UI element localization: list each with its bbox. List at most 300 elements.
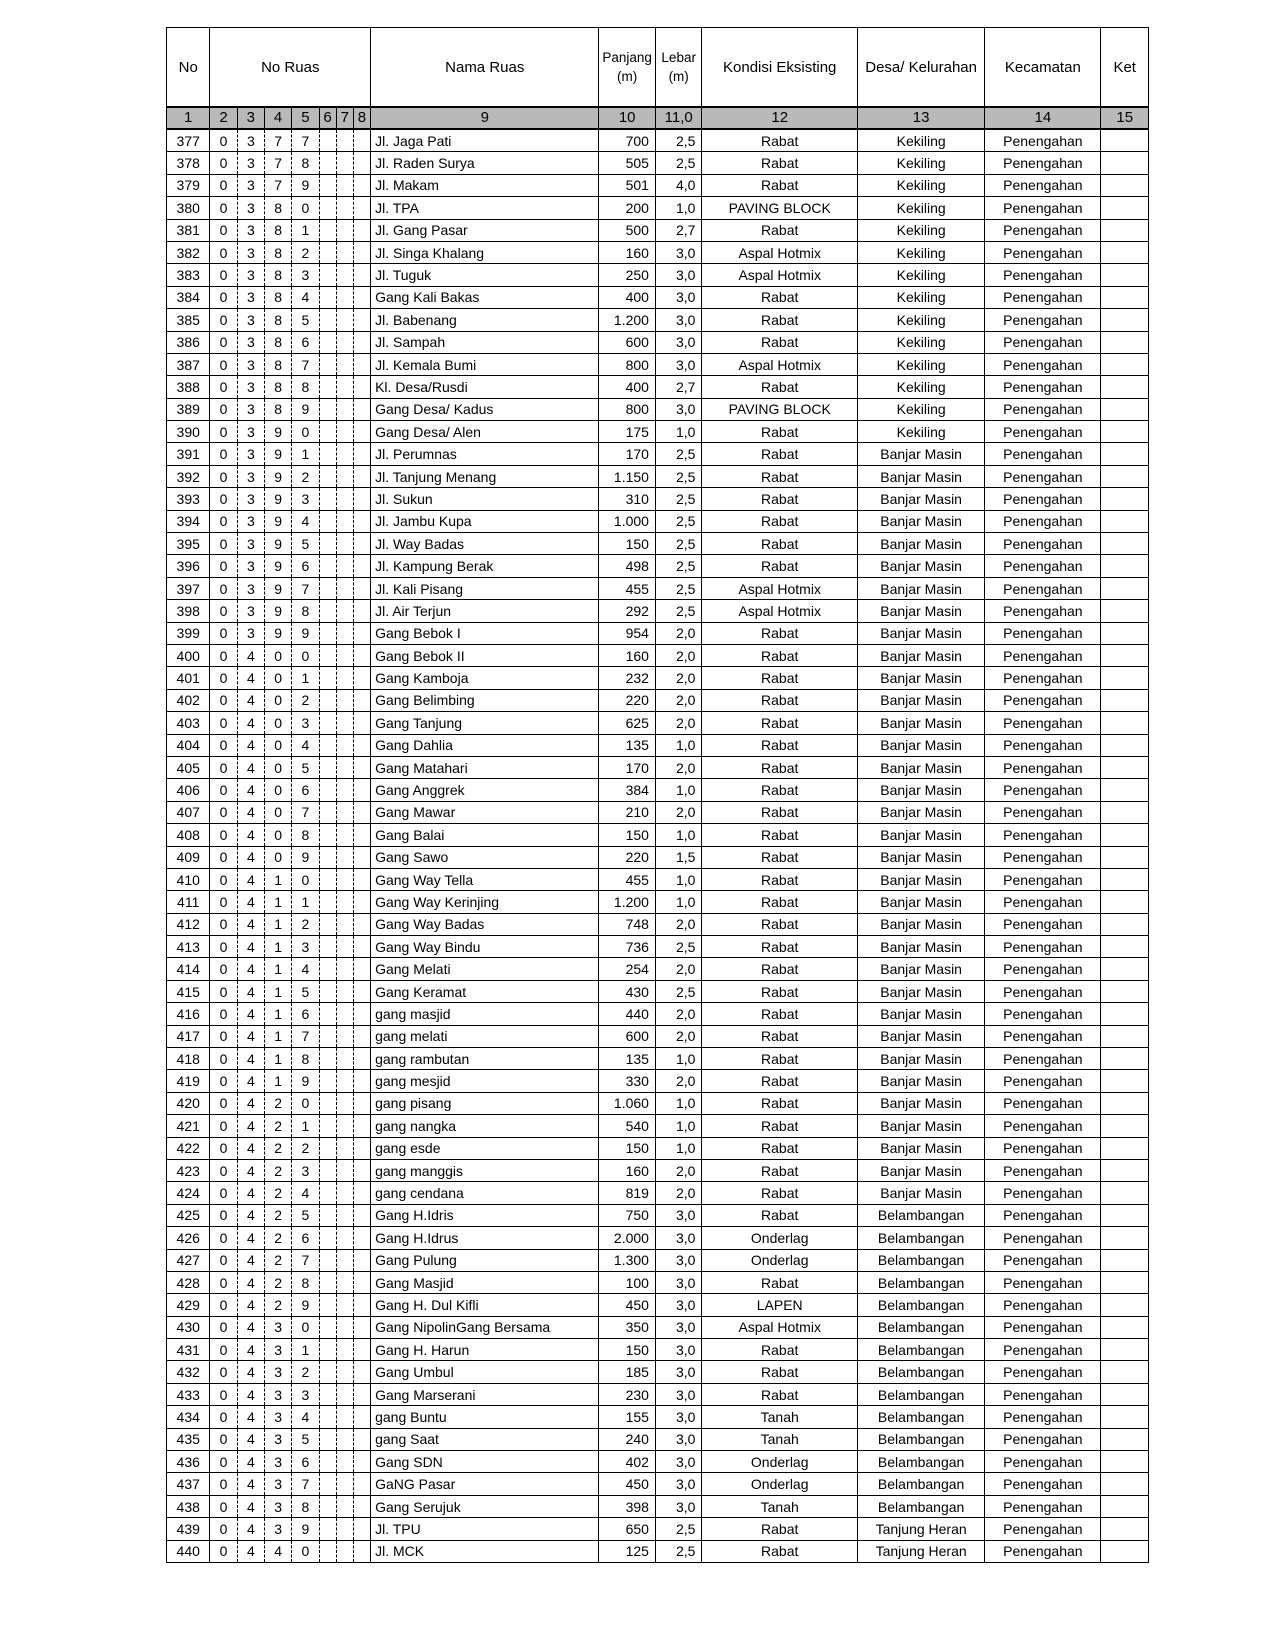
column-number: 11,0 <box>655 107 701 129</box>
remark <box>1101 891 1149 913</box>
ruas-digit: 4 <box>237 1182 264 1204</box>
remark <box>1101 868 1149 890</box>
road-length: 748 <box>599 913 656 935</box>
row-no: 411 <box>167 891 210 913</box>
road-length: 125 <box>599 1540 656 1562</box>
remark <box>1101 734 1149 756</box>
ruas-digit: 3 <box>264 1495 291 1517</box>
village: Banjar Masin <box>857 488 984 510</box>
road-length: 650 <box>599 1518 656 1540</box>
district: Penengahan <box>985 152 1101 174</box>
ruas-digit: 7 <box>292 1249 319 1271</box>
road-length: 185 <box>599 1361 656 1383</box>
road-length: 155 <box>599 1406 656 1428</box>
village: Banjar Masin <box>857 1115 984 1137</box>
ruas-digit: 9 <box>264 533 291 555</box>
ruas-digit-empty <box>319 510 336 532</box>
village: Banjar Masin <box>857 712 984 734</box>
ruas-digit: 0 <box>210 1070 237 1092</box>
ruas-digit-empty <box>319 264 336 286</box>
ruas-digit: 9 <box>264 510 291 532</box>
road-name: Jl. Babenang <box>371 309 599 331</box>
row-no: 407 <box>167 801 210 823</box>
table-row <box>167 712 1149 734</box>
ruas-digit: 5 <box>292 1204 319 1226</box>
road-name: gang rambutan <box>371 1048 599 1070</box>
road-condition: Rabat <box>702 1137 858 1159</box>
ruas-digit-empty <box>353 1339 370 1361</box>
ruas-digit-empty <box>336 1473 353 1495</box>
road-condition: Onderlag <box>702 1473 858 1495</box>
ruas-digit: 4 <box>237 801 264 823</box>
road-length: 398 <box>599 1495 656 1517</box>
ruas-digit: 4 <box>237 1383 264 1405</box>
table-row <box>167 1159 1149 1181</box>
village: Belambangan <box>857 1271 984 1293</box>
road-length: 254 <box>599 958 656 980</box>
road-length: 455 <box>599 577 656 599</box>
village: Banjar Masin <box>857 667 984 689</box>
road-width: 2,0 <box>655 801 701 823</box>
ruas-digit: 8 <box>264 331 291 353</box>
table-row <box>167 353 1149 375</box>
ruas-digit: 0 <box>210 936 237 958</box>
ruas-digit-empty <box>336 868 353 890</box>
table-row <box>167 756 1149 778</box>
row-no: 403 <box>167 712 210 734</box>
remark <box>1101 1540 1149 1562</box>
road-width: 3,0 <box>655 1316 701 1338</box>
remark <box>1101 129 1149 152</box>
ruas-digit: 8 <box>264 264 291 286</box>
district: Penengahan <box>985 443 1101 465</box>
row-no: 432 <box>167 1361 210 1383</box>
table-row <box>167 219 1149 241</box>
road-name: Gang Matahari <box>371 756 599 778</box>
ruas-digit: 4 <box>237 667 264 689</box>
remark <box>1101 667 1149 689</box>
ruas-digit: 4 <box>237 734 264 756</box>
district: Penengahan <box>985 1473 1101 1495</box>
village: Belambangan <box>857 1227 984 1249</box>
ruas-digit: 0 <box>210 443 237 465</box>
ruas-digit: 3 <box>237 600 264 622</box>
road-width: 2,5 <box>655 555 701 577</box>
ruas-digit: 0 <box>210 1048 237 1070</box>
village: Banjar Masin <box>857 1003 984 1025</box>
row-no: 393 <box>167 488 210 510</box>
village: Kekiling <box>857 241 984 263</box>
ruas-digit-empty <box>336 689 353 711</box>
column-number: 13 <box>857 107 984 129</box>
ruas-digit: 3 <box>237 555 264 577</box>
ruas-digit: 0 <box>210 1518 237 1540</box>
ruas-digit-empty <box>319 936 336 958</box>
row-no: 390 <box>167 421 210 443</box>
road-width: 4,0 <box>655 174 701 196</box>
ruas-digit: 0 <box>210 555 237 577</box>
row-no: 437 <box>167 1473 210 1495</box>
ruas-digit: 3 <box>264 1339 291 1361</box>
village: Belambangan <box>857 1495 984 1517</box>
ruas-digit-empty <box>353 1092 370 1114</box>
road-width: 1,0 <box>655 1092 701 1114</box>
row-no: 388 <box>167 376 210 398</box>
remark <box>1101 465 1149 487</box>
table-row <box>167 286 1149 308</box>
ruas-digit: 0 <box>210 309 237 331</box>
row-no: 408 <box>167 824 210 846</box>
road-condition: Rabat <box>702 936 858 958</box>
ruas-digit: 4 <box>237 1339 264 1361</box>
road-length: 330 <box>599 1070 656 1092</box>
road-name: Gang SDN <box>371 1451 599 1473</box>
ruas-digit: 3 <box>237 510 264 532</box>
ruas-digit: 5 <box>292 533 319 555</box>
road-name: gang manggis <box>371 1159 599 1181</box>
ruas-digit: 0 <box>210 1182 237 1204</box>
row-no: 404 <box>167 734 210 756</box>
ruas-digit-empty <box>319 555 336 577</box>
remark <box>1101 1048 1149 1070</box>
district: Penengahan <box>985 689 1101 711</box>
village: Banjar Masin <box>857 936 984 958</box>
remark <box>1101 197 1149 219</box>
remark <box>1101 1316 1149 1338</box>
row-no: 424 <box>167 1182 210 1204</box>
table-row <box>167 331 1149 353</box>
village: Kekiling <box>857 331 984 353</box>
road-width: 2,0 <box>655 756 701 778</box>
ruas-digit: 0 <box>210 577 237 599</box>
village: Kekiling <box>857 353 984 375</box>
row-no: 416 <box>167 1003 210 1025</box>
village: Kekiling <box>857 398 984 420</box>
row-no: 409 <box>167 846 210 868</box>
ruas-digit-empty <box>353 331 370 353</box>
table-row <box>167 779 1149 801</box>
table-row <box>167 1451 1149 1473</box>
ruas-digit: 7 <box>264 174 291 196</box>
village: Banjar Masin <box>857 846 984 868</box>
ruas-digit: 4 <box>237 846 264 868</box>
ruas-digit: 8 <box>264 309 291 331</box>
table-row <box>167 600 1149 622</box>
road-condition: Rabat <box>702 1518 858 1540</box>
ruas-digit-empty <box>336 241 353 263</box>
road-condition: Rabat <box>702 421 858 443</box>
ruas-digit: 0 <box>292 1092 319 1114</box>
road-length: 135 <box>599 1048 656 1070</box>
road-length: 800 <box>599 353 656 375</box>
ruas-digit-empty <box>353 1182 370 1204</box>
road-length: 250 <box>599 264 656 286</box>
road-condition: Rabat <box>702 1003 858 1025</box>
road-name: gang pisang <box>371 1092 599 1114</box>
table-row <box>167 801 1149 823</box>
row-no: 426 <box>167 1227 210 1249</box>
ruas-digit: 2 <box>292 1137 319 1159</box>
ruas-digit: 1 <box>264 1025 291 1047</box>
ruas-digit: 2 <box>292 913 319 935</box>
ruas-digit-empty <box>336 1383 353 1405</box>
remark <box>1101 533 1149 555</box>
road-condition: Rabat <box>702 1159 858 1181</box>
ruas-digit-empty <box>353 846 370 868</box>
village: Banjar Masin <box>857 1025 984 1047</box>
ruas-digit-empty <box>319 1473 336 1495</box>
road-condition: Rabat <box>702 331 858 353</box>
table-row <box>167 1518 1149 1540</box>
ruas-digit-empty <box>336 152 353 174</box>
ruas-digit: 3 <box>237 331 264 353</box>
ruas-digit-empty <box>336 286 353 308</box>
ruas-digit-empty <box>353 1048 370 1070</box>
district: Penengahan <box>985 264 1101 286</box>
remark <box>1101 1406 1149 1428</box>
header-kondisi: Kondisi Eksisting <box>702 28 858 108</box>
district: Penengahan <box>985 1383 1101 1405</box>
row-no: 417 <box>167 1025 210 1047</box>
road-width: 1,0 <box>655 1137 701 1159</box>
ruas-digit-empty <box>353 1204 370 1226</box>
ruas-digit: 4 <box>237 712 264 734</box>
road-name: Gang H.Idrus <box>371 1227 599 1249</box>
ruas-digit-empty <box>336 1204 353 1226</box>
road-name: Jl. Kampung Berak <box>371 555 599 577</box>
road-width: 1,0 <box>655 197 701 219</box>
remark <box>1101 331 1149 353</box>
row-no: 406 <box>167 779 210 801</box>
road-width: 1,0 <box>655 868 701 890</box>
ruas-digit-empty <box>353 1540 370 1562</box>
ruas-digit: 5 <box>292 756 319 778</box>
village: Belambangan <box>857 1316 984 1338</box>
ruas-digit: 0 <box>292 1540 319 1562</box>
ruas-digit-empty <box>319 756 336 778</box>
table-row <box>167 1070 1149 1092</box>
ruas-digit: 0 <box>210 174 237 196</box>
ruas-digit-empty <box>353 1003 370 1025</box>
road-length: 819 <box>599 1182 656 1204</box>
ruas-digit-empty <box>336 1025 353 1047</box>
village: Banjar Masin <box>857 913 984 935</box>
road-condition: Onderlag <box>702 1227 858 1249</box>
ruas-digit: 0 <box>210 1451 237 1473</box>
ruas-digit-empty <box>336 801 353 823</box>
table-row <box>167 891 1149 913</box>
ruas-digit: 9 <box>264 577 291 599</box>
remark <box>1101 1137 1149 1159</box>
table-row <box>167 152 1149 174</box>
ruas-digit: 4 <box>237 1540 264 1562</box>
ruas-digit: 0 <box>210 510 237 532</box>
ruas-digit: 0 <box>210 980 237 1002</box>
row-no: 389 <box>167 398 210 420</box>
ruas-digit-empty <box>319 1406 336 1428</box>
district: Penengahan <box>985 1070 1101 1092</box>
road-width: 3,0 <box>655 1383 701 1405</box>
ruas-digit-empty <box>319 577 336 599</box>
ruas-digit: 1 <box>264 1048 291 1070</box>
district: Penengahan <box>985 801 1101 823</box>
road-width: 3,0 <box>655 1249 701 1271</box>
ruas-digit: 3 <box>292 264 319 286</box>
road-condition: Rabat <box>702 488 858 510</box>
ruas-digit-empty <box>319 129 336 152</box>
table-row <box>167 1361 1149 1383</box>
ruas-digit: 2 <box>264 1271 291 1293</box>
village: Kekiling <box>857 197 984 219</box>
ruas-digit-empty <box>353 756 370 778</box>
ruas-digit: 8 <box>264 241 291 263</box>
ruas-digit-empty <box>336 197 353 219</box>
village: Banjar Masin <box>857 1092 984 1114</box>
ruas-digit: 3 <box>264 1428 291 1450</box>
ruas-digit: 0 <box>210 129 237 152</box>
road-name: Gang Belimbing <box>371 689 599 711</box>
row-no: 410 <box>167 868 210 890</box>
table-row <box>167 577 1149 599</box>
ruas-digit-empty <box>319 600 336 622</box>
table-row <box>167 174 1149 196</box>
road-width: 1,0 <box>655 1115 701 1137</box>
table-row <box>167 555 1149 577</box>
road-name: Gang H.Idris <box>371 1204 599 1226</box>
column-number: 8 <box>353 107 370 129</box>
district: Penengahan <box>985 1227 1101 1249</box>
ruas-digit-empty <box>319 353 336 375</box>
remark <box>1101 1495 1149 1517</box>
ruas-digit-empty <box>353 1271 370 1293</box>
district: Penengahan <box>985 913 1101 935</box>
district: Penengahan <box>985 712 1101 734</box>
road-name: Jl. Singa Khalang <box>371 241 599 263</box>
road-length: 310 <box>599 488 656 510</box>
ruas-digit: 9 <box>264 488 291 510</box>
header-lebar: Lebar (m) <box>655 28 701 108</box>
road-length: 175 <box>599 421 656 443</box>
ruas-digit-empty <box>353 398 370 420</box>
ruas-digit: 0 <box>210 667 237 689</box>
ruas-digit: 0 <box>210 1159 237 1181</box>
road-name: Gang Desa/ Alen <box>371 421 599 443</box>
remark <box>1101 801 1149 823</box>
ruas-digit: 4 <box>237 1428 264 1450</box>
column-number: 2 <box>210 107 237 129</box>
road-length: 501 <box>599 174 656 196</box>
ruas-digit-empty <box>353 197 370 219</box>
row-no: 384 <box>167 286 210 308</box>
row-no: 377 <box>167 129 210 152</box>
road-name: Jl. TPU <box>371 1518 599 1540</box>
ruas-digit: 6 <box>292 1003 319 1025</box>
road-condition: Rabat <box>702 1048 858 1070</box>
column-number: 5 <box>292 107 319 129</box>
ruas-digit: 6 <box>292 1451 319 1473</box>
district: Penengahan <box>985 465 1101 487</box>
village: Banjar Masin <box>857 600 984 622</box>
road-length: 400 <box>599 376 656 398</box>
road-name: Jl. MCK <box>371 1540 599 1562</box>
road-name: gang melati <box>371 1025 599 1047</box>
ruas-digit-empty <box>353 264 370 286</box>
district: Penengahan <box>985 958 1101 980</box>
row-no: 415 <box>167 980 210 1002</box>
ruas-digit: 2 <box>264 1137 291 1159</box>
village: Banjar Masin <box>857 1182 984 1204</box>
ruas-digit: 0 <box>264 846 291 868</box>
road-condition: Rabat <box>702 756 858 778</box>
road-width: 2,0 <box>655 958 701 980</box>
header-kecamatan: Kecamatan <box>985 28 1101 108</box>
row-no: 401 <box>167 667 210 689</box>
ruas-digit: 0 <box>210 1003 237 1025</box>
ruas-digit: 5 <box>292 980 319 1002</box>
ruas-digit: 0 <box>210 1249 237 1271</box>
ruas-digit: 1 <box>292 443 319 465</box>
village: Banjar Masin <box>857 801 984 823</box>
road-condition: Rabat <box>702 286 858 308</box>
ruas-digit: 0 <box>210 533 237 555</box>
table-row <box>167 734 1149 756</box>
ruas-digit-empty <box>353 622 370 644</box>
ruas-digit-empty <box>336 1070 353 1092</box>
ruas-digit: 0 <box>292 644 319 666</box>
column-number: 15 <box>1101 107 1149 129</box>
remark <box>1101 1249 1149 1271</box>
ruas-digit: 4 <box>237 689 264 711</box>
road-condition: Rabat <box>702 644 858 666</box>
remark <box>1101 1227 1149 1249</box>
ruas-digit: 2 <box>264 1204 291 1226</box>
ruas-digit: 0 <box>210 1406 237 1428</box>
road-name: Gang Anggrek <box>371 779 599 801</box>
ruas-digit-empty <box>353 712 370 734</box>
road-width: 2,0 <box>655 644 701 666</box>
ruas-digit: 7 <box>292 129 319 152</box>
ruas-digit: 2 <box>264 1092 291 1114</box>
header-no: No <box>167 28 210 108</box>
road-length: 150 <box>599 533 656 555</box>
ruas-digit: 0 <box>210 600 237 622</box>
ruas-digit: 5 <box>292 1428 319 1450</box>
ruas-digit: 0 <box>210 1316 237 1338</box>
road-condition: Rabat <box>702 846 858 868</box>
row-no: 429 <box>167 1294 210 1316</box>
road-length: 100 <box>599 1271 656 1293</box>
ruas-digit: 4 <box>237 1048 264 1070</box>
ruas-digit-empty <box>353 1070 370 1092</box>
district: Penengahan <box>985 1025 1101 1047</box>
road-name: Jl. Makam <box>371 174 599 196</box>
road-length: 350 <box>599 1316 656 1338</box>
village: Kekiling <box>857 152 984 174</box>
road-name: Gang Melati <box>371 958 599 980</box>
ruas-digit-empty <box>319 1361 336 1383</box>
remark <box>1101 1204 1149 1226</box>
remark <box>1101 510 1149 532</box>
road-length: 750 <box>599 1204 656 1226</box>
ruas-digit-empty <box>353 980 370 1002</box>
ruas-digit: 8 <box>292 1048 319 1070</box>
road-width: 2,0 <box>655 913 701 935</box>
table-row <box>167 868 1149 890</box>
road-name: gang esde <box>371 1137 599 1159</box>
road-width: 2,0 <box>655 667 701 689</box>
ruas-digit: 4 <box>237 891 264 913</box>
row-no: 383 <box>167 264 210 286</box>
